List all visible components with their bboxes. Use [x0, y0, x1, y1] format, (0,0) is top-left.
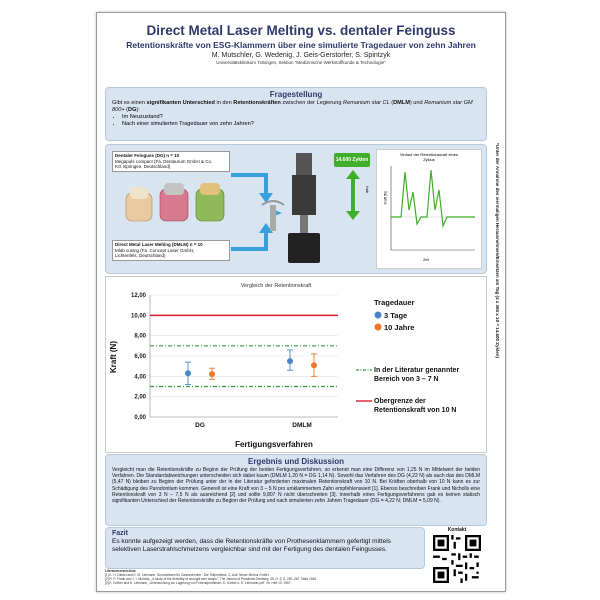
dmlm-label-line: Lichtenfels, Deutschland): [115, 253, 166, 258]
retention-chart: [106, 277, 486, 452]
poster-subtitle: Retentionskräfte von ESG-Klammern über eine simulierte Tragedauer von zehn Jahren: [126, 40, 476, 50]
dg-label-box: [112, 151, 230, 172]
fazit-text: Es konnte aufgezeigt werden, dass die Retentionskräfte von Prothesenklammern gefertigt mittels selektiven Laserstrahlschmelzens vergleichbar sind mit der Fertigung des dentalen Feingusses.: [112, 538, 391, 553]
data-point: [311, 362, 317, 368]
x-tick-label: DMLM: [292, 422, 312, 429]
legend-title: Tragedauer: [374, 298, 415, 307]
ergebnis-heading: Ergebnis und Diskussion: [247, 457, 344, 466]
fragestellung-intro: Gibt es einen signifikanten Unterschied in den Retentionskräften zwischen der Legierung Remanium star CL (DMLM) und Remanium star GM 800+ (DG):: [112, 100, 473, 113]
crown-model-3: [196, 183, 224, 221]
legend-marker-3-tage: [375, 312, 382, 319]
hub-arrow: [342, 169, 364, 221]
dmlm-label-line: Mlab cusing (Fa. Concept Laser GmbH,: [115, 247, 195, 253]
legend-marker-10-jahre: [375, 324, 382, 331]
side-note: [491, 143, 501, 443]
reference-lines: [150, 315, 338, 386]
chart-xlabel: Fertigungsverfahren: [235, 440, 313, 449]
mini-chart-title-2: Zyklus: [423, 157, 435, 162]
legend-label-3-tage: 3 Tage: [384, 311, 408, 320]
dg-label-line: Megapuls compact (Fa. Dentaurum GmbH & Co.: [115, 158, 213, 164]
mini-chart-plot: [377, 162, 481, 262]
qr-code-image[interactable]: [433, 535, 481, 583]
y-tick-label: 2,00: [134, 394, 146, 401]
y-tick-label: 6,00: [134, 354, 146, 360]
y-tick-label: 4,00: [134, 374, 146, 381]
chart-ylabel: Kraft (N): [109, 341, 118, 373]
kontakt-label: Kontakt: [447, 527, 467, 533]
x-tick-label: DG: [195, 422, 205, 429]
y-tick-label: 0,00: [134, 415, 146, 421]
dg-label-line: KG Ispringen, Deutschland): [115, 164, 171, 169]
cycles-badge: 14.600 Zyklen: [334, 153, 370, 167]
chart-grid: [150, 295, 338, 417]
literature-item: [2] R. P. Frank and J. I. Nicholls, „A study of the flexibility of wrought wire clasps", The Journal of Prosthetic Dentistry, 45, H. 3, S. 259–267, März 1981.: [105, 577, 318, 581]
mini-chart-xlabel: Zeit: [423, 258, 429, 262]
poster: [96, 12, 506, 592]
literature-item: [3] E. Körber and K. Lehmann, „Untersuchung zur Lagerung von Freiendprothesen, E. Körber u. K. Lehmann.pdf", Nr. Heft 10, 1967.: [105, 581, 292, 585]
fragestellung-item: • Nach einer simulierten Tragedauer von zehn Jahren?: [122, 121, 486, 128]
dg-label-title: Dentaler Feinguss (DG) n = 10: [115, 153, 180, 158]
retention-chart-panel: [105, 276, 487, 453]
fragestellung-item: • Im Neuzustand?: [122, 114, 486, 121]
data-points: [185, 350, 317, 385]
fragestellung-heading: Fragestellung: [269, 90, 323, 99]
side-note-text: *Unter der Annahme des viermaligen Herausnehmen/Einsetzen am Tag (4 x 365 x 10 = 14.600 Zyklen): [495, 143, 500, 358]
legend-label-literature-1: In der Literatur genannter: [374, 367, 460, 374]
authors: M. Mutschler, G. Wedenig, J. Geis-Gerstorfer, S. Spintzyk: [211, 52, 391, 59]
legend-label-literature-2: Bereich von 3 – 7 N: [374, 376, 439, 383]
chart-title: Vergleich der Retentionskraft: [240, 283, 312, 289]
literature-item: [1] K. H. Diedel and K. M. Lehmann, Grundwissen für Zahntechniker : Die Teilprothese, 2. Aufl. Neuer Merkur GmbH.: [105, 573, 270, 577]
fragestellung-box: [105, 87, 487, 141]
legend-label-limit-2: Retentionskraft von 10 N: [374, 407, 457, 414]
fazit-box: [105, 527, 425, 569]
chart-legend: [356, 298, 459, 414]
affiliation: Universitätsklinikum Tübingen, Sektion "Medizinische Werkstoffkunde & Technologie": [216, 60, 386, 65]
fazit-heading: Fazit: [112, 530, 128, 537]
poster-title: Direct Metal Laser Melting vs. dentaler Feinguss: [146, 23, 456, 38]
y-axis-ticks: [131, 293, 147, 421]
data-point: [287, 358, 293, 364]
legend-label-10-jahre: 10 Jahre: [384, 323, 415, 332]
data-point: [209, 371, 215, 377]
literature-heading: Literaturverzeichnis:: [105, 569, 137, 573]
poster-header: [97, 23, 505, 65]
crown-model-2: [160, 183, 188, 221]
testing-machine: [282, 153, 326, 265]
mini-chart: [376, 149, 482, 269]
dmlm-label-box: [112, 240, 230, 261]
hub-label: Hub: [365, 185, 371, 194]
literature-section: [105, 569, 423, 585]
y-tick-label: 8,00: [134, 333, 146, 340]
ergebnis-text: Vergleicht man die Retentionskräfte zu Beginn der Prüfung der beiden Fertigungsverfahren, so erkennt man eine Differenz von 1,25 N im Mittelwert der beiden Verfahren. Die Standardabweichungen unterscheiden sich dabei kaum (DMLM 1,20 N = DG 1,14 N). Sowohl das Verfahren des DG (4,22 N) als auch das des DMLM (5,47 N) bleiben zu Beginn der Prüfung unter der in der Literatur geforderten maximalen Retentionskraft von 10 N. Bei Kräften oberhalb von 10 N kann es zur Schädigung des Parodontium kommen. Generell ist eine Kraft von 3 – 5 N pro umklammertem Zahn empfehlenswert [1]. Ebenso beschreiben Frank und Nicholls eine Retentionskraft von 3 N – 7,5 N als ausreichend [2] und sollte 9,807 N nicht überschreiten [3]. Innerhalb eines Fertigungsverfahrens gab es keinen statisch signifikanten Unterschied der Retentionskräfte zu Beginn der Prüfung und nach simulierten zehn Jahren Tragedauer (DG = 4,22 N; DMLM = 5,09 N).: [112, 467, 480, 505]
mini-chart-ylabel: Kraft [N]: [383, 191, 388, 205]
x-axis-ticks: [195, 422, 312, 429]
y-tick-label: 12,00: [130, 293, 146, 299]
y-tick-label: 10,00: [130, 313, 146, 320]
methods-box: [105, 144, 487, 274]
dmlm-label-title: Direct Metal Laser Melting (DMLM) n = 10: [115, 242, 203, 247]
crown-model-1: [126, 187, 152, 221]
fragestellung-list: [106, 114, 486, 128]
data-point: [185, 370, 191, 376]
ergebnis-box: [105, 454, 487, 526]
mini-chart-title: Verlauf der Retentionskraft eines: [399, 152, 459, 157]
legend-label-limit-1: Obergrenze der: [374, 398, 426, 405]
